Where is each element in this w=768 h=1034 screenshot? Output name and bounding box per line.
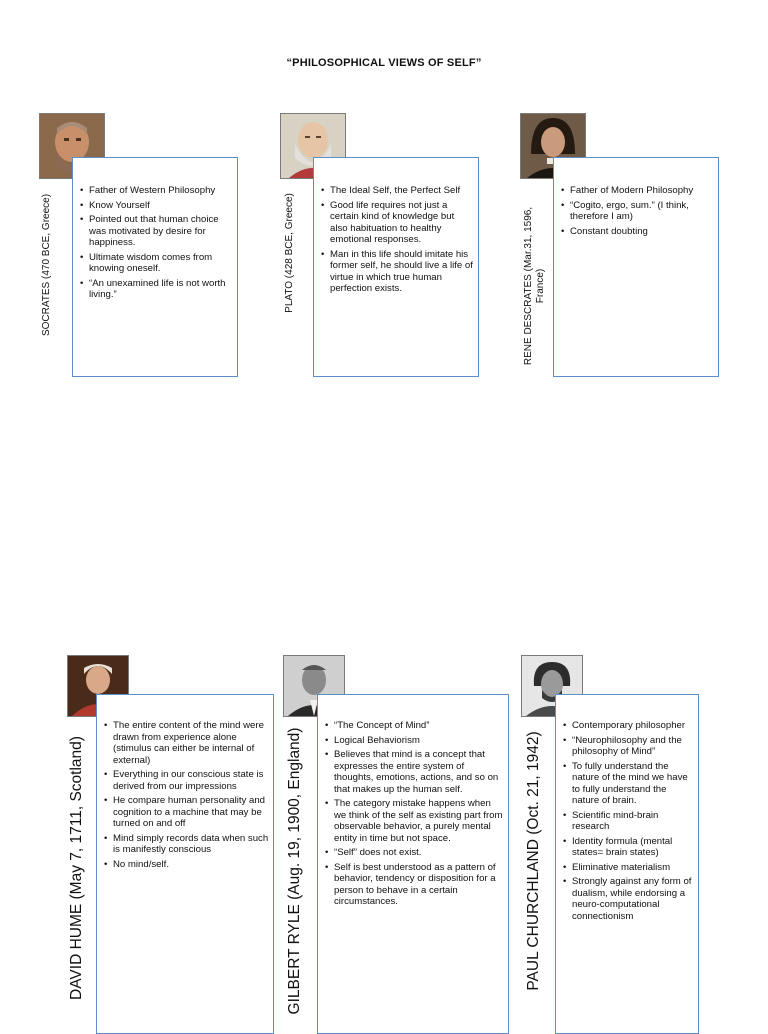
list-item: • Eliminative materialism [572, 862, 694, 874]
list-item: • Everything in our conscious state is derived from our impressions [113, 769, 269, 792]
list-item: • Good life requires not just a certain kind of knowledge but also habituation to healthy emotional responses. [330, 200, 474, 246]
hume-notes [96, 694, 274, 1034]
plato-notes [313, 157, 479, 377]
list-item: • The Ideal Self, the Perfect Self [330, 185, 474, 197]
list-item: • “Self” does not exist. [334, 847, 504, 859]
descartes-notes [553, 157, 719, 377]
list-item: • Pointed out that human choice was motivated by desire for happiness. [89, 214, 233, 249]
list-item: • Father of Western Philosophy [89, 185, 233, 197]
list-item: • Mind simply records data when such is manifestly conscious [113, 833, 269, 856]
plato-name-label: PLATO (428 BCE, Greece) [284, 193, 295, 313]
list-item: • “An unexamined life is not worth living.” [89, 278, 233, 301]
list-item: • The entire content of the mind were drawn from experience alone (stimulus can either be internal of external) [113, 720, 269, 766]
list-item: • “Cogito, ergo, sum.” (I think, therefore I am) [570, 200, 714, 223]
ryle-name-label: GILBERT RYLE (Aug. 19, 1900, England) [286, 727, 303, 1015]
churchland-name-label: PAUL CHURCHLAND (Oct. 21, 1942) [525, 731, 542, 991]
page-title: “PHILOSOPHICAL VIEWS OF SELF” [286, 57, 482, 69]
list-item: • The category mistake happens when we think of the self as existing part from observable behavior, a purely mental entity in time but not space. [334, 798, 504, 844]
list-item: • Logical Behaviorism [334, 735, 504, 747]
ryle-notes [317, 694, 509, 1034]
hume-name-label: DAVID HUME (May 7, 1711, Scotland) [68, 736, 85, 1000]
list-item: • Know Yourself [89, 200, 233, 212]
churchland-notes [555, 694, 699, 1034]
list-item: • Believes that mind is a concept that expresses the entire system of thoughts, emotions, actions, and so on that makes up the human self. [334, 749, 504, 795]
list-item: • Father of Modern Philosophy [570, 185, 714, 197]
list-item: • Scientific mind-brain research [572, 810, 694, 833]
socrates-notes [72, 157, 238, 377]
list-item: • Strongly against any form of dualism, while endorsing a neuro-computational connectionism [572, 876, 694, 922]
descartes-name-label: RENE DESCRATES (Mar.31, 1596, France) [523, 206, 546, 366]
list-item: • He compare human personality and cognition to a machine that may be turned on and off [113, 795, 269, 830]
list-item: • “The Concept of Mind” [334, 720, 504, 732]
list-item: • To fully understand the nature of the mind we have to fully understand the nature of brain. [572, 761, 694, 807]
list-item: • Self is best understood as a pattern of behavior, tendency or disposition for a person to behave in a certain circumstances. [334, 862, 504, 908]
list-item: • Ultimate wisdom comes from knowing oneself. [89, 252, 233, 275]
socrates-name-label: SOCRATES (470 BCE, Greece) [41, 193, 52, 337]
list-item: • Contemporary philosopher [572, 720, 694, 732]
list-item: • Identity formula (mental states= brain states) [572, 836, 694, 859]
list-item: • No mind/self. [113, 859, 269, 871]
list-item: • “Neurophilosophy and the philosophy of Mind” [572, 735, 694, 758]
list-item: • Man in this life should imitate his former self, he should live a life of virtue in which true human perfection exists. [330, 249, 474, 295]
list-item: • Constant doubting [570, 226, 714, 238]
